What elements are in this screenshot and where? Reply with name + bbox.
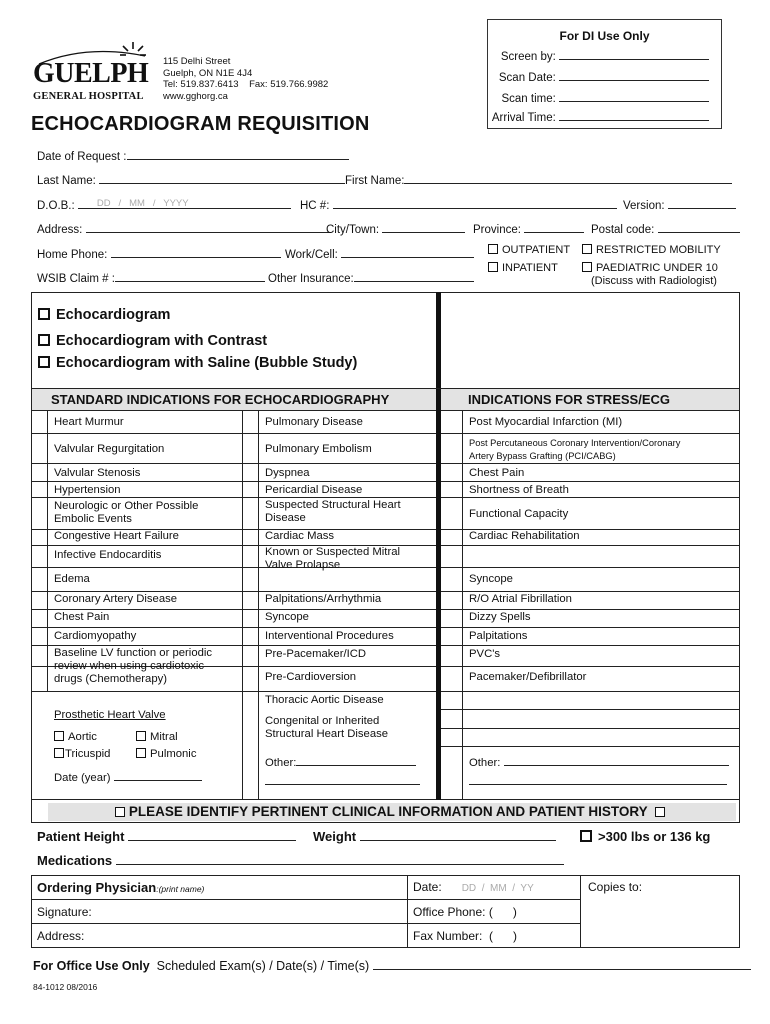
- wsib-claim-field[interactable]: WSIB Claim # :: [37, 271, 265, 285]
- office-use-field[interactable]: For Office Use Only Scheduled Exam(s) / Date(s) / Time(s): [33, 959, 751, 973]
- grid-line: [441, 545, 740, 546]
- address-line: www.gghorg.ca: [163, 90, 228, 102]
- table-divider: [31, 899, 580, 900]
- indication-item: Hypertension: [54, 484, 121, 496]
- office-phone-field[interactable]: Office Phone: ( ): [413, 905, 517, 919]
- weight-field[interactable]: Weight: [313, 829, 556, 844]
- prosthetic-valve-heading: Prosthetic Heart Valve: [54, 709, 166, 721]
- grid-line: [441, 691, 740, 692]
- other-insurance-field[interactable]: Other Insurance:: [268, 271, 474, 285]
- aortic-checkbox[interactable]: Aortic: [54, 731, 97, 744]
- table-divider: [580, 875, 581, 948]
- indication-item: Pulmonary Embolism: [265, 443, 372, 455]
- last-name-field[interactable]: Last Name:: [37, 173, 345, 187]
- indication-item: Cardiomyopathy: [54, 630, 137, 642]
- grid-line: [462, 410, 463, 800]
- di-box-heading: For DI Use Only: [559, 29, 650, 43]
- hospital-logo: [31, 42, 151, 104]
- logo-subtitle: GENERAL HOSPITAL: [33, 91, 144, 102]
- signature-field[interactable]: Signature:: [37, 905, 92, 919]
- grid-line: [441, 591, 740, 592]
- indication-item: Congenital or Inherited Structural Heart Disease: [265, 715, 389, 740]
- checkbox-icon: [136, 731, 146, 741]
- stress-indication-item: Functional Capacity: [469, 508, 569, 520]
- pulmonic-checkbox[interactable]: Pulmonic: [136, 748, 196, 761]
- stress-indication-item: Post Percutaneous Coronary Intervention/Coronary Artery Bypass Grafting (PCI/CABG): [469, 438, 681, 461]
- standard-indications-heading: STANDARD INDICATIONS FOR ECHOCARDIOGRAPHY: [32, 389, 436, 410]
- over-300lbs-checkbox[interactable]: >300 lbs or 136 kg: [580, 829, 710, 844]
- home-phone-field[interactable]: Home Phone:: [37, 247, 281, 261]
- indication-item: Pulmonary Disease: [265, 416, 363, 428]
- hc-number-field[interactable]: HC #:: [300, 198, 617, 212]
- grid-line: [441, 497, 740, 498]
- checkbox-icon: [54, 731, 64, 741]
- exam-option-saline[interactable]: Echocardiogram with Saline (Bubble Study): [38, 356, 357, 370]
- di-use-box: [487, 19, 722, 129]
- clinical-info-heading: PLEASE IDENTIFY PERTINENT CLINICAL INFORMATION AND PATIENT HISTORY: [48, 803, 736, 821]
- checkbox-icon[interactable]: [115, 807, 125, 817]
- valve-date-field[interactable]: Date (year): [54, 770, 202, 785]
- copies-to-field[interactable]: Copies to:: [588, 880, 643, 894]
- exam-option-contrast[interactable]: Echocardiogram with Contrast: [38, 334, 267, 348]
- stress-indication-item: PVC's: [469, 648, 501, 660]
- indication-item: Congestive Heart Failure: [54, 530, 179, 542]
- scan-time-field[interactable]: Scan time:: [501, 91, 709, 105]
- grid-line: [441, 567, 740, 568]
- stress-indication-item: Shortness of Breath: [469, 484, 569, 496]
- indication-item: Heart Murmur: [54, 416, 124, 428]
- grid-line: [31, 410, 436, 411]
- arrival-time-field[interactable]: Arrival Time:: [492, 110, 709, 124]
- grid-line: [441, 433, 740, 434]
- grid-line: [242, 410, 243, 800]
- checkbox-icon: [488, 262, 498, 272]
- page-title: ECHOCARDIOGRAM REQUISITION: [31, 113, 370, 135]
- grid-line: [441, 609, 740, 610]
- indication-item: Suspected Structural Heart Disease: [265, 499, 401, 524]
- order-date-field[interactable]: Date: DD / MM / YY: [413, 880, 534, 894]
- indication-item: Pre-Pacemaker/ICD: [265, 648, 367, 660]
- grid-line: [441, 481, 740, 482]
- checkbox-icon: [38, 334, 50, 346]
- checkbox-icon: [488, 244, 498, 254]
- table-divider: [31, 923, 580, 924]
- grid-line: [31, 497, 436, 498]
- indication-item: Edema: [54, 573, 90, 585]
- grid-line: [47, 410, 48, 691]
- province-field[interactable]: Province:: [473, 222, 584, 236]
- work-cell-field[interactable]: Work/Cell:: [285, 247, 474, 261]
- paediatric-note: (Discuss with Radiologist): [591, 275, 717, 287]
- indication-item: Chest Pain: [54, 611, 110, 623]
- stress-indication-item: Pacemaker/Defibrillator: [469, 671, 587, 683]
- date-of-request-field[interactable]: Date of Request :: [37, 149, 349, 163]
- grid-line: [31, 433, 436, 434]
- grid-line: [31, 463, 436, 464]
- first-name-field[interactable]: First Name:: [345, 173, 732, 187]
- ordering-physician-field[interactable]: Ordering Physician:(print name): [37, 880, 205, 895]
- checkbox-icon[interactable]: [655, 807, 665, 817]
- scan-date-field[interactable]: Scan Date:: [499, 70, 709, 84]
- checkbox-icon: [38, 308, 50, 320]
- checkbox-icon: [54, 748, 64, 758]
- hospital-address: [163, 56, 328, 102]
- grid-line: [441, 746, 740, 747]
- exam-option-echo[interactable]: Echocardiogram: [38, 308, 170, 322]
- tricuspid-checkbox[interactable]: Tricuspid: [54, 748, 110, 761]
- inpatient-checkbox[interactable]: INPATIENT: [488, 262, 558, 274]
- indication-item: Syncope: [265, 611, 309, 623]
- grid-line: [441, 666, 740, 667]
- outpatient-checkbox[interactable]: OUTPATIENT: [488, 244, 570, 256]
- grid-line: [31, 645, 436, 646]
- indication-item: Baseline LV function or periodic review when using cardiotoxic drugs (Chemotherapy): [54, 647, 213, 685]
- restricted-mobility-checkbox[interactable]: RESTRICTED MOBILITY: [582, 244, 721, 256]
- indication-item: Infective Endocarditis: [54, 549, 162, 561]
- grid-line: [441, 728, 740, 729]
- checkbox-icon: [582, 262, 592, 272]
- stress-indication-item: Palpitations: [469, 630, 528, 642]
- physician-address-field[interactable]: Address:: [37, 929, 85, 943]
- address-line: Tel: 519.837.6413 Fax: 519.766.9982: [163, 79, 329, 90]
- checkbox-icon: [136, 748, 146, 758]
- grid-line: [258, 410, 259, 800]
- grid-line: [441, 709, 740, 710]
- grid-line: [31, 627, 436, 628]
- grid-line: [441, 627, 740, 628]
- postal-code-field[interactable]: Postal code:: [591, 222, 740, 236]
- indication-item: Coronary Artery Disease: [54, 593, 178, 605]
- logo-wordmark: GUELPH: [33, 58, 149, 89]
- indication-item: Neurologic or Other Possible Embolic Events: [54, 500, 199, 525]
- indication-item: Pre-Cardioversion: [265, 671, 357, 683]
- indication-item: Valvular Regurgitation: [54, 443, 165, 455]
- city-field[interactable]: City/Town:: [326, 222, 465, 236]
- other-extra-line[interactable]: [469, 784, 727, 785]
- column-divider: [436, 292, 441, 800]
- dob-placeholder: DD / MM / YYYY: [96, 198, 189, 209]
- grid-line: [441, 645, 740, 646]
- indication-item: Dyspnea: [265, 467, 310, 479]
- other-extra-line[interactable]: [265, 784, 420, 785]
- address-field[interactable]: Address:: [37, 222, 331, 236]
- indication-item: Pericardial Disease: [265, 484, 363, 496]
- stress-indication-item: Chest Pain: [469, 467, 525, 479]
- form-number: 84-1012 08/2016: [33, 982, 98, 992]
- address-line: 115 Delhi Street: [163, 56, 231, 67]
- grid-line: [31, 591, 436, 592]
- table-divider: [407, 875, 408, 948]
- other-field-standard[interactable]: Other:: [265, 755, 416, 770]
- indication-item: Interventional Procedures: [265, 630, 394, 642]
- other-field-stress[interactable]: Other:: [469, 755, 729, 770]
- dob-field[interactable]: D.O.B.: DD / MM / YYYY: [37, 198, 291, 212]
- address-line: Guelph, ON N1E 4J4: [163, 67, 253, 79]
- indication-item: Cardiac Mass: [265, 530, 335, 542]
- stress-indications-heading: INDICATIONS FOR STRESS/ECG: [441, 389, 739, 410]
- stress-indication-item: Post Myocardial Infarction (MI): [469, 416, 623, 428]
- indication-item: Known or Suspected Mitral Valve Prolapse: [265, 546, 400, 571]
- stress-indication-item: Cardiac Rehabilitation: [469, 530, 580, 542]
- grid-line: [441, 463, 740, 464]
- grid-line: [31, 691, 436, 692]
- patient-height-field[interactable]: Patient Height: [37, 829, 296, 844]
- checkbox-icon: [582, 244, 592, 254]
- grid-line: [31, 481, 436, 482]
- stress-indication-item: Syncope: [469, 573, 513, 585]
- stress-indication-item: Dizzy Spells: [469, 611, 531, 623]
- medications-field[interactable]: Medications: [37, 853, 564, 868]
- fax-number-field[interactable]: Fax Number: ( ): [413, 929, 518, 943]
- checkbox-icon: [580, 830, 592, 842]
- grid-line: [31, 609, 436, 610]
- mitral-checkbox[interactable]: Mitral: [136, 731, 178, 744]
- stress-indication-item: R/O Atrial Fibrillation: [469, 593, 572, 605]
- grid-line: [31, 388, 740, 389]
- paediatric-checkbox[interactable]: PAEDIATRIC UNDER 10: [582, 262, 718, 274]
- indication-item: Thoracic Aortic Disease: [265, 694, 384, 706]
- grid-line: [441, 410, 740, 411]
- checkbox-icon: [38, 356, 50, 368]
- indication-item: Palpitations/Arrhythmia: [265, 593, 382, 605]
- screen-by-field[interactable]: Screen by:: [501, 49, 709, 63]
- version-field[interactable]: Version:: [623, 198, 736, 212]
- indication-item: Valvular Stenosis: [54, 467, 141, 479]
